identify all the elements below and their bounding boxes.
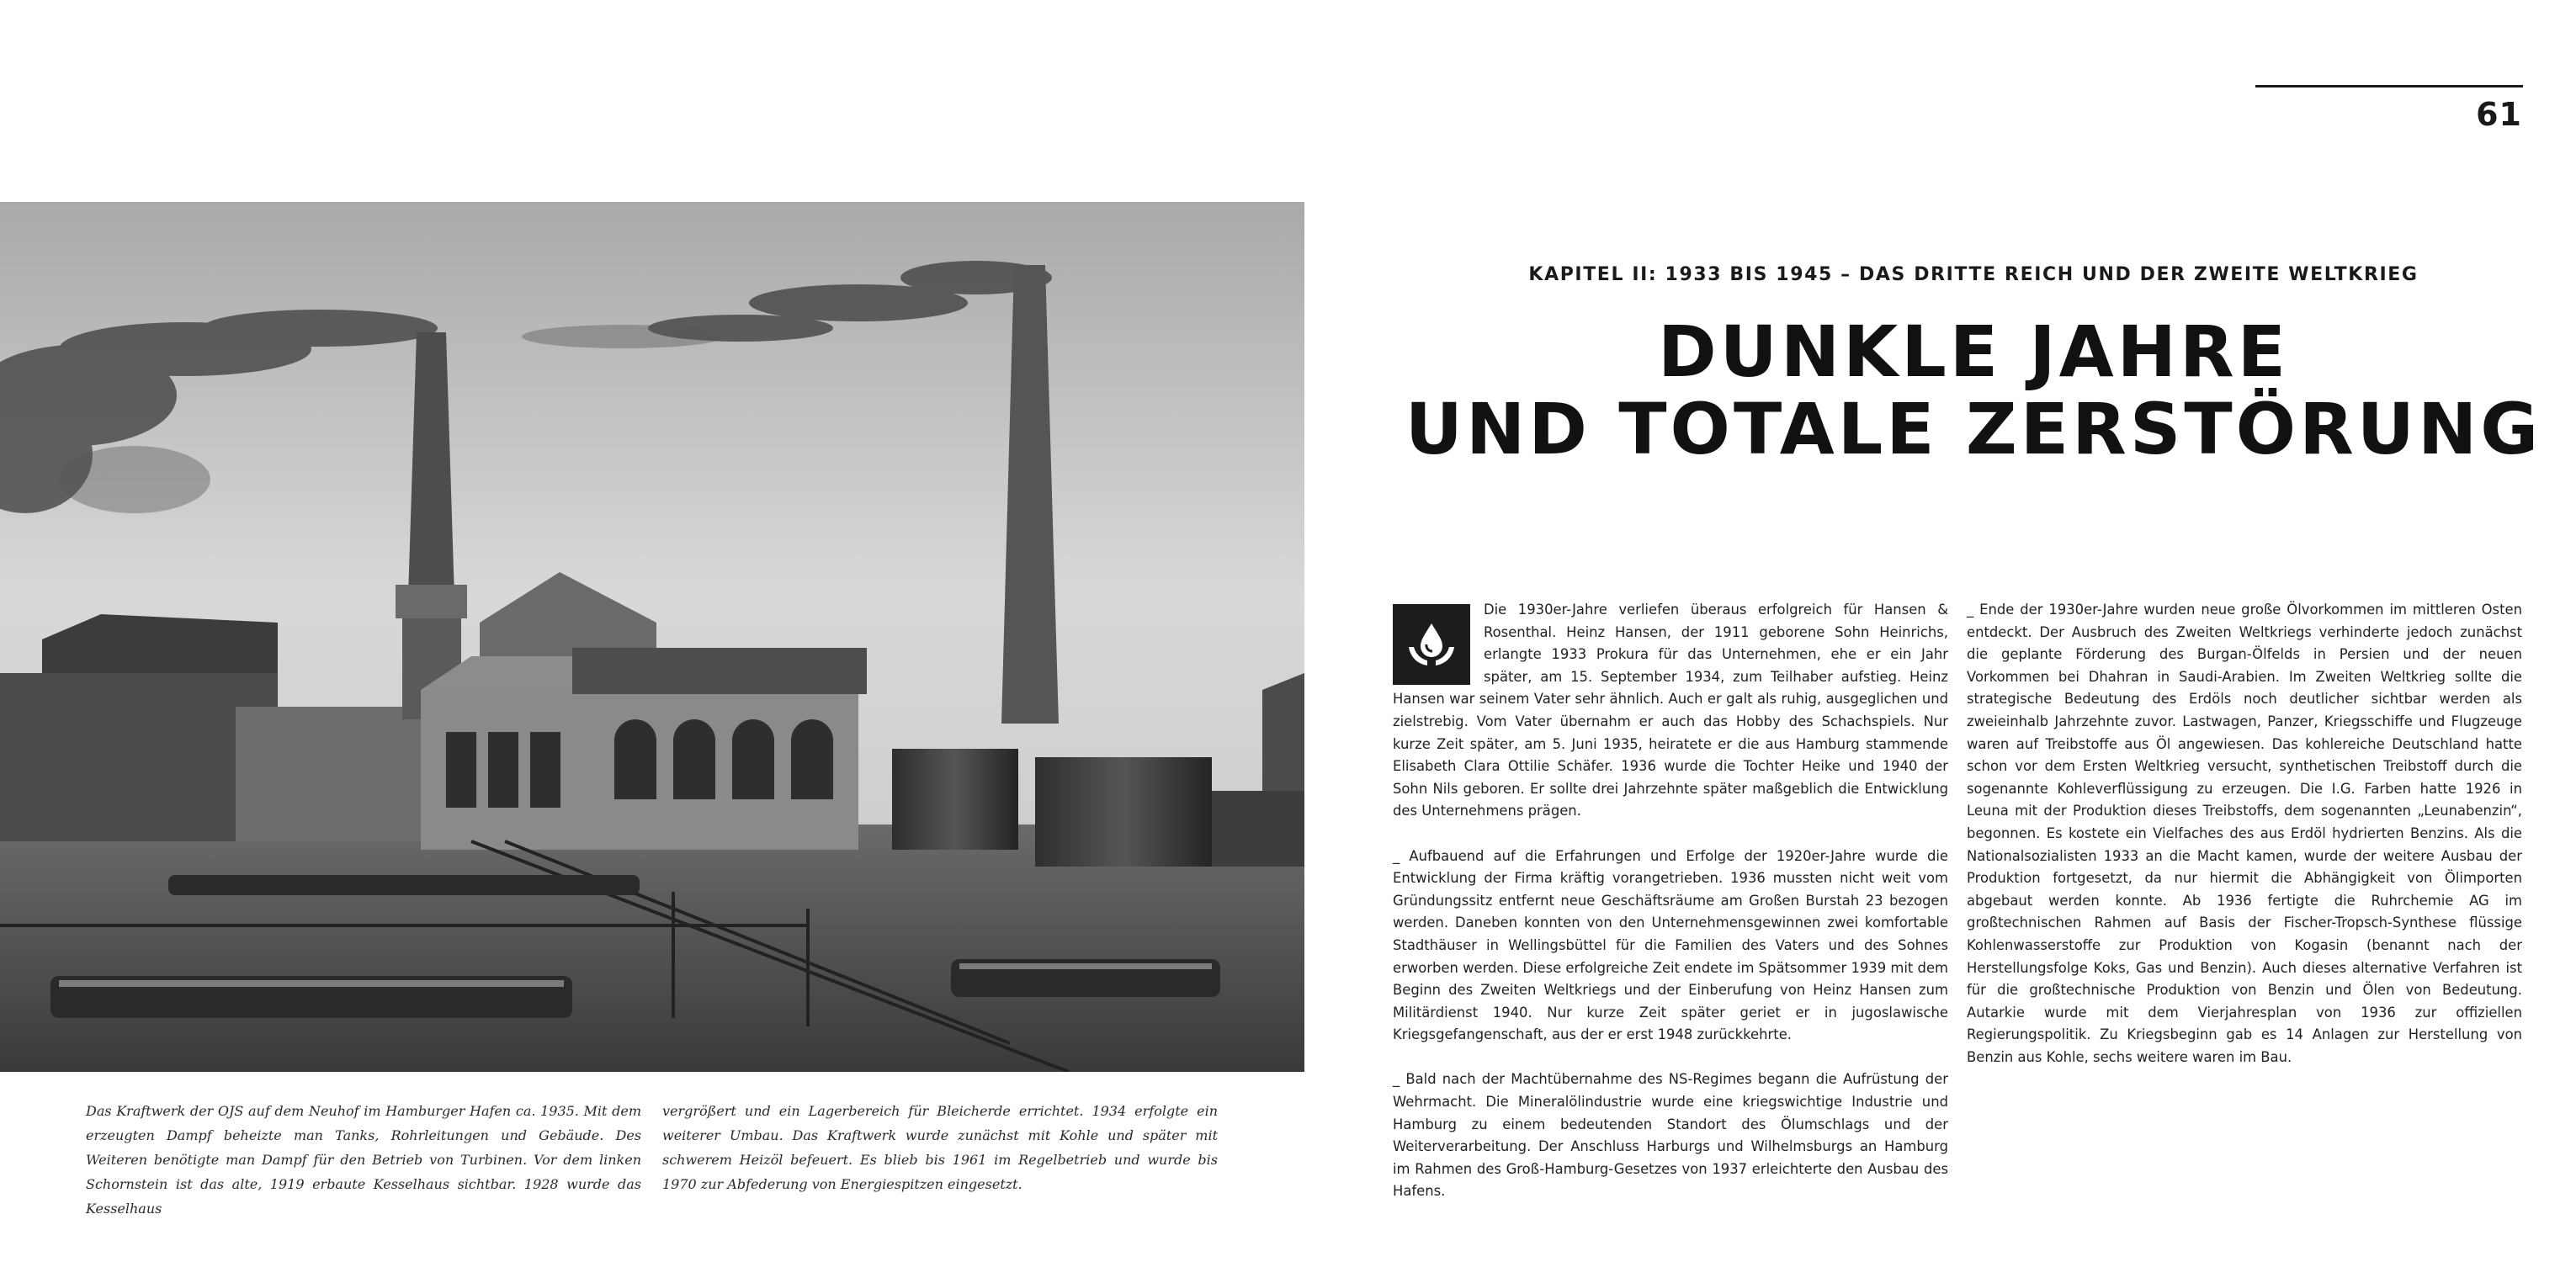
oil-drop-hands-icon bbox=[1393, 604, 1470, 685]
oil-drop-hands-glyph bbox=[1404, 617, 1459, 672]
chapter-headline bbox=[1397, 310, 2550, 470]
headline-line-1: DUNKLE JAHRE bbox=[1657, 310, 2290, 393]
power-plant-photo-illustration bbox=[0, 202, 1304, 1072]
body-column-right bbox=[1967, 599, 2522, 1091]
photo-caption-part-1: Das Kraftwerk der OJS auf dem Neuhof im Hamburger Hafen ca. 1935. Mit dem erzeugten Dampf beheizte man Tanks, Rohrleitungen und Gebäude. Des Weiteren benötigte man Dampf für den Betrieb von Turbinen. Vor dem linken Schornstein ist das alte, 1919 erbaute Kesselhaus sichtbar. 1928 wurde das Kesselhaus bbox=[86, 1103, 641, 1217]
chapter-kicker: KAPITEL II: 1933 BIS 1945 – DAS DRITTE REICH UND DER ZWEITE WELTKRIEG bbox=[1528, 264, 2419, 285]
body-column-left bbox=[1393, 599, 1948, 1226]
historical-industrial-photo bbox=[0, 202, 1304, 1072]
headline-line-2: UND TOTALE ZERSTÖRUNG bbox=[1405, 388, 2542, 470]
page-number-rule bbox=[2255, 85, 2523, 87]
body-paragraph: _ Bald nach der Machtübernahme des NS-Regimes begann die Aufrüstung der Wehrmacht. Die Mineralölindustrie wurde eine kriegswichtige Industrie und Hamburg zu einem bedeutenden Standort des Ölumschlags und der Weiterverarbeitung. Der Anschluss Harburgs und Wilhelmsburgs an Hamburg im Rahmen des Groß-Hamburg-Gesetzes von 1937 erleichterte den Ausbau des Hafens. bbox=[1393, 1071, 1948, 1200]
body-paragraph: _ Ende der 1930er-Jahre wurden neue große Ölvorkommen im mittleren Osten entdeckt. Der Ausbruch des Zweiten Weltkriegs verhinderte jedoch zunächst die geplante Förderung des Burgan-Ölfelds in Persien und der neuen Vorkommen bei Dhahran in Saudi-Arabien. Im Zweiten Weltkrieg sollte die strategische Bedeutung des Erdöls noch deutlicher sichtbar werden als zweieinhalb Jahrzehnte zuvor. Lastwagen, Panzer, Kriegsschiffe und Flugzeuge waren auf Treibstoffe aus Öl angewiesen. Das kohlereiche Deutschland hatte schon vor dem Ersten Weltkrieg versucht, synthetischen Treibstoff durch die sogenannte Kohleverflüssigung zu erzeugen. Die I.G. Farben hatte 1926 in Leuna mit der Produktion dieses Treibstoffs, dem sogenannten „Leunabenzin“, begonnen. Es kostete ein Vielfaches des aus Erdöl hydrierten Benzins. Als die Nationalsozialisten 1933 an die Macht kamen, wurde der weitere Ausbau der Produktion fortgesetzt, da nur hiermit die Abhängigkeit von Ölimporten abgebaut werden konnte. Ab 1936 fertigte die Ruhrchemie AG im großtechnischen Rahmen auf Basis der Fischer-Tropsch-Synthese flüssige Kohlenwasserstoffe zur Produktion von Kogasin (benannt nach der Herstellungsfolge Koks, Gas und Benzin). Auch dieses alternative Verfahren ist für die großtechnische Produktion von Benzin und Ölen von Bedeutung. Autarkie wurde mit dem Vierjahresplan von 1936 zur offiziellen Regierungspolitik. Zu Kriegsbeginn gab es 14 Anlagen zur Herstellung von Benzin aus Kohle, sechs weitere waren im Bau. bbox=[1967, 602, 2522, 1065]
page-number: 61 bbox=[2476, 96, 2522, 133]
body-paragraph: _ Aufbauend auf die Erfahrungen und Erfolge der 1920er-Jahre wurde die Entwicklung der Firma kräftig vorangetrieben. 1936 mussten nicht weit vom Gründungssitz entfernt neue Geschäftsräume am Großen Burstah 23 bezogen werden. Daneben konnten von den Unternehmensgewinnen zwei komfortable Stadthäuser in Wellingsbüttel für die Familien des Vaters und des Sohnes erworben werden. Diese erfolgreiche Zeit endete im Spätsommer 1939 mit dem Beginn des Zweiten Weltkriegs und der Einberufung von Heinz Hansen zum Militärdienst 1940. Nur kurze Zeit später geriet er in jugoslawische Kriegsgefangenschaft, aus der er erst 1948 zurückkehrte. bbox=[1393, 847, 1948, 1043]
body-paragraph: Die 1930er-Jahre verliefen überaus erfolgreich für Hansen & Rosenthal. Heinz Hansen, der 1911 geborene Sohn Heinrichs, erlangte 1933 Prokura für das Unternehmen, ehe er ein Jahr später, am 15. September 1934, zum Teilhaber aufstieg. Heinz Hansen war seinem Vater sehr ähnlich. Auch er galt als ruhig, ausgeglichen und zielstrebig. Vom Vater übernahm er auch das Hobby des Schachspiels. Nur kurze Zeit später, am 5. Juni 1935, heiratete er die aus Hamburg stammende Elisabeth Clara Ottilie Schäfer. 1936 wurde die Tochter Heike und 1940 der Sohn Nils geboren. Er sollte drei Jahrzehnte später maßgeblich die Entwicklung des Unternehmens prägen. bbox=[1393, 602, 1948, 819]
photo-caption-part-2: vergrößert und ein Lagerbereich für Bleicherde errichtet. 1934 erfolgte ein weiterer Umbau. Das Kraftwerk wurde zunächst mit Kohle und später mit schwerem Heizöl befeuert. Es blieb bis 1961 im Regelbetrieb und wurde bis 1970 zur Abfederung von Energiespitzen eingesetzt. bbox=[662, 1103, 1218, 1192]
